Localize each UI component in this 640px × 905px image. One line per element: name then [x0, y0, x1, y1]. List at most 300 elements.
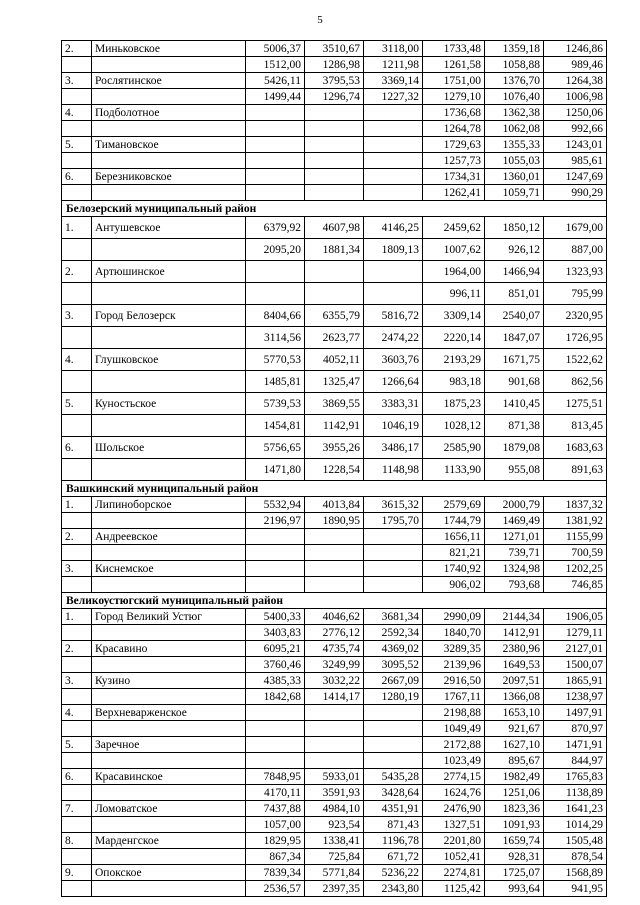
value-cell: 5426,11: [246, 73, 305, 89]
value-cell: 2476,90: [423, 801, 485, 817]
settlement-row: [62, 513, 607, 529]
settlement-row: [62, 673, 607, 689]
settlement-row: [62, 801, 607, 817]
value-cell: 1879,08: [485, 437, 544, 459]
value-cell: 7839,34: [246, 865, 305, 881]
settlement-name: Куностьское: [92, 393, 246, 415]
value-cell: 3289,35: [423, 641, 485, 657]
value-cell: 739,71: [485, 545, 544, 561]
settlement-name: Шольское: [92, 437, 246, 459]
value-cell: 1471,80: [246, 459, 305, 481]
page-number: 5: [317, 14, 323, 26]
value-cell: [305, 169, 364, 185]
settlement-row: [62, 625, 607, 641]
value-cell: 2990,09: [423, 609, 485, 625]
value-cell: 1133,90: [423, 459, 485, 481]
settlement-name: Город Белозерск: [92, 305, 246, 327]
settlement-index: 1.: [62, 497, 92, 513]
district-name: Белозерский муниципальный район: [62, 201, 607, 217]
value-cell: [364, 705, 423, 721]
value-cell: 1261,58: [423, 57, 485, 73]
value-cell: 1247,69: [544, 169, 607, 185]
settlement-name: [92, 57, 246, 73]
value-cell: 1568,89: [544, 865, 607, 881]
value-cell: 985,61: [544, 153, 607, 169]
value-cell: 955,08: [485, 459, 544, 481]
value-cell: [305, 737, 364, 753]
settlement-row: [62, 305, 607, 327]
settlement-index: [62, 185, 92, 201]
value-cell: 1522,62: [544, 349, 607, 371]
value-cell: 2667,09: [364, 673, 423, 689]
value-cell: 1499,44: [246, 89, 305, 105]
settlement-row: [62, 393, 607, 415]
value-cell: 1850,12: [485, 217, 544, 239]
value-cell: 1142,91: [305, 415, 364, 437]
settlement-index: [62, 817, 92, 833]
value-cell: 1264,38: [544, 73, 607, 89]
value-cell: 1323,93: [544, 261, 607, 283]
settlement-name: Марденгское: [92, 833, 246, 849]
settlement-row: [62, 769, 607, 785]
value-cell: [246, 153, 305, 169]
value-cell: 7437,88: [246, 801, 305, 817]
value-cell: 1052,41: [423, 849, 485, 865]
value-cell: 2198,88: [423, 705, 485, 721]
value-cell: 2623,77: [305, 327, 364, 349]
value-cell: [246, 261, 305, 283]
value-cell: [246, 121, 305, 137]
settlement-name: Город Великий Устюг: [92, 609, 246, 625]
settlement-index: 4.: [62, 705, 92, 721]
value-cell: 4607,98: [305, 217, 364, 239]
value-cell: 821,21: [423, 545, 485, 561]
settlement-index: [62, 57, 92, 73]
settlement-row: [62, 849, 607, 865]
value-cell: 895,67: [485, 753, 544, 769]
value-cell: 1014,29: [544, 817, 607, 833]
value-cell: 1338,41: [305, 833, 364, 849]
settlement-row: [62, 817, 607, 833]
district-header-row: [62, 593, 607, 609]
value-cell: 2000,79: [485, 497, 544, 513]
value-cell: 1653,10: [485, 705, 544, 721]
value-cell: 1049,49: [423, 721, 485, 737]
settlement-index: 4.: [62, 105, 92, 121]
value-cell: 2776,12: [305, 625, 364, 641]
settlement-index: 6.: [62, 769, 92, 785]
value-cell: 851,01: [485, 283, 544, 305]
settlement-index: 3.: [62, 305, 92, 327]
value-cell: [364, 169, 423, 185]
value-cell: 4984,10: [305, 801, 364, 817]
value-cell: 1366,08: [485, 689, 544, 705]
value-cell: [364, 737, 423, 753]
settlement-row: [62, 865, 607, 881]
value-cell: 1734,31: [423, 169, 485, 185]
value-cell: 2274,81: [423, 865, 485, 881]
settlement-row: [62, 497, 607, 513]
value-cell: [305, 261, 364, 283]
value-cell: 1847,07: [485, 327, 544, 349]
value-cell: 795,99: [544, 283, 607, 305]
settlement-row: [62, 459, 607, 481]
value-cell: 3591,93: [305, 785, 364, 801]
value-cell: 5770,53: [246, 349, 305, 371]
value-cell: 1410,45: [485, 393, 544, 415]
settlement-name: Кузино: [92, 673, 246, 689]
settlement-row: [62, 705, 607, 721]
value-cell: 1823,36: [485, 801, 544, 817]
settlement-row: [62, 415, 607, 437]
value-cell: 1007,62: [423, 239, 485, 261]
value-cell: 1155,99: [544, 529, 607, 545]
value-cell: 921,67: [485, 721, 544, 737]
value-cell: 1865,91: [544, 673, 607, 689]
settlement-index: [62, 283, 92, 305]
value-cell: 3795,53: [305, 73, 364, 89]
settlement-row: [62, 689, 607, 705]
settlement-row: [62, 641, 607, 657]
value-cell: 3603,76: [364, 349, 423, 371]
value-cell: 1729,63: [423, 137, 485, 153]
settlement-row: [62, 349, 607, 371]
value-cell: 2193,29: [423, 349, 485, 371]
settlement-index: 6.: [62, 169, 92, 185]
value-cell: 1057,00: [246, 817, 305, 833]
value-cell: 901,68: [485, 371, 544, 393]
value-cell: 3369,14: [364, 73, 423, 89]
district-name: Вашкинский муниципальный район: [62, 481, 607, 497]
value-cell: 1767,11: [423, 689, 485, 705]
settlement-name: Заречное: [92, 737, 246, 753]
value-cell: 3869,55: [305, 393, 364, 415]
value-cell: 5435,28: [364, 769, 423, 785]
value-cell: 5739,53: [246, 393, 305, 415]
value-cell: 1091,93: [485, 817, 544, 833]
settlement-name: [92, 121, 246, 137]
value-cell: [246, 561, 305, 577]
value-cell: 2459,62: [423, 217, 485, 239]
value-cell: 2592,34: [364, 625, 423, 641]
settlement-name: Глушковское: [92, 349, 246, 371]
value-cell: [364, 561, 423, 577]
district-header-row: [62, 481, 607, 497]
settlement-index: 3.: [62, 73, 92, 89]
value-cell: [305, 121, 364, 137]
value-cell: 870,97: [544, 721, 607, 737]
settlement-row: [62, 41, 607, 57]
value-cell: 2916,50: [423, 673, 485, 689]
value-cell: 1454,81: [246, 415, 305, 437]
settlement-index: 5.: [62, 393, 92, 415]
value-cell: [364, 529, 423, 545]
district-name: Великоустюгский муниципальный район: [62, 593, 607, 609]
value-cell: 3249,99: [305, 657, 364, 673]
settlement-index: [62, 545, 92, 561]
value-cell: 5933,01: [305, 769, 364, 785]
settlement-name: [92, 327, 246, 349]
settlement-index: 3.: [62, 561, 92, 577]
settlement-index: [62, 577, 92, 593]
settlement-row: [62, 73, 607, 89]
settlement-index: [62, 785, 92, 801]
settlement-row: [62, 577, 607, 593]
value-cell: 1279,10: [423, 89, 485, 105]
settlement-index: 2.: [62, 41, 92, 57]
value-cell: 1138,89: [544, 785, 607, 801]
value-cell: 1656,11: [423, 529, 485, 545]
settlement-name: Липиноборское: [92, 497, 246, 513]
value-cell: 1809,13: [364, 239, 423, 261]
value-cell: 2196,97: [246, 513, 305, 529]
settlement-name: [92, 371, 246, 393]
value-cell: [246, 737, 305, 753]
settlement-name: [92, 283, 246, 305]
settlement-row: [62, 737, 607, 753]
value-cell: 671,72: [364, 849, 423, 865]
value-cell: 1649,53: [485, 657, 544, 673]
settlement-index: [62, 371, 92, 393]
value-cell: 1058,88: [485, 57, 544, 73]
value-cell: 4146,25: [364, 217, 423, 239]
value-cell: 1296,74: [305, 89, 364, 105]
settlement-index: [62, 881, 92, 897]
value-cell: 926,12: [485, 239, 544, 261]
settlement-name: Рослятинское: [92, 73, 246, 89]
value-cell: 1046,19: [364, 415, 423, 437]
settlement-row: [62, 283, 607, 305]
value-cell: [305, 185, 364, 201]
value-cell: 1280,19: [364, 689, 423, 705]
value-cell: 1964,00: [423, 261, 485, 283]
value-cell: 906,02: [423, 577, 485, 593]
settlement-index: 9.: [62, 865, 92, 881]
value-cell: [246, 529, 305, 545]
value-cell: [364, 577, 423, 593]
settlement-row: [62, 169, 607, 185]
value-cell: 862,56: [544, 371, 607, 393]
settlement-name: Подболотное: [92, 105, 246, 121]
settlement-index: 1.: [62, 609, 92, 625]
settlement-index: 6.: [62, 437, 92, 459]
value-cell: 844,97: [544, 753, 607, 769]
value-cell: 1327,51: [423, 817, 485, 833]
settlement-name: Верхневарженское: [92, 705, 246, 721]
value-cell: 1906,05: [544, 609, 607, 625]
value-cell: 3615,32: [364, 497, 423, 513]
value-cell: 990,29: [544, 185, 607, 201]
value-cell: 2201,80: [423, 833, 485, 849]
value-cell: [364, 545, 423, 561]
settlement-name: [92, 881, 246, 897]
value-cell: 3309,14: [423, 305, 485, 327]
value-cell: 1641,23: [544, 801, 607, 817]
value-cell: 941,95: [544, 881, 607, 897]
value-cell: 4351,91: [364, 801, 423, 817]
value-cell: [305, 153, 364, 169]
settlement-name: Миньковское: [92, 41, 246, 57]
value-cell: 1890,95: [305, 513, 364, 529]
value-cell: 1744,79: [423, 513, 485, 529]
settlement-index: [62, 121, 92, 137]
value-cell: 1726,95: [544, 327, 607, 349]
value-cell: 5006,37: [246, 41, 305, 57]
value-cell: 3383,31: [364, 393, 423, 415]
value-cell: 2474,22: [364, 327, 423, 349]
value-cell: [305, 753, 364, 769]
value-cell: 1243,01: [544, 137, 607, 153]
value-cell: 1148,98: [364, 459, 423, 481]
value-cell: 1497,91: [544, 705, 607, 721]
value-cell: 1324,98: [485, 561, 544, 577]
value-cell: 1028,12: [423, 415, 485, 437]
value-cell: 989,46: [544, 57, 607, 73]
value-cell: 6379,92: [246, 217, 305, 239]
settlement-index: 2.: [62, 261, 92, 283]
value-cell: 1659,74: [485, 833, 544, 849]
settlement-row: [62, 327, 607, 349]
value-cell: 3760,46: [246, 657, 305, 673]
settlement-name: [92, 513, 246, 529]
settlement-name: [92, 153, 246, 169]
value-cell: 867,34: [246, 849, 305, 865]
value-cell: [305, 137, 364, 153]
settlement-row: [62, 561, 607, 577]
value-cell: 4369,02: [364, 641, 423, 657]
value-cell: 1500,07: [544, 657, 607, 673]
value-cell: 1795,70: [364, 513, 423, 529]
value-cell: [305, 283, 364, 305]
value-cell: 2095,20: [246, 239, 305, 261]
value-cell: 1275,51: [544, 393, 607, 415]
value-cell: [246, 137, 305, 153]
value-cell: 871,43: [364, 817, 423, 833]
value-cell: 700,59: [544, 545, 607, 561]
settlement-name: Красавинское: [92, 769, 246, 785]
value-cell: 1355,33: [485, 137, 544, 153]
value-cell: 5532,94: [246, 497, 305, 513]
settlement-name: [92, 625, 246, 641]
value-cell: 1982,49: [485, 769, 544, 785]
value-cell: 1202,25: [544, 561, 607, 577]
settlement-row: [62, 89, 607, 105]
value-cell: [246, 185, 305, 201]
value-cell: 1279,11: [544, 625, 607, 641]
value-cell: 1412,91: [485, 625, 544, 641]
settlement-index: [62, 657, 92, 673]
value-cell: 1196,78: [364, 833, 423, 849]
value-cell: [305, 529, 364, 545]
settlement-index: [62, 625, 92, 641]
value-cell: 4170,11: [246, 785, 305, 801]
value-cell: 1359,18: [485, 41, 544, 57]
value-cell: 3095,52: [364, 657, 423, 673]
value-cell: 5771,84: [305, 865, 364, 881]
value-cell: 1842,68: [246, 689, 305, 705]
value-cell: 2380,96: [485, 641, 544, 657]
value-cell: 1683,63: [544, 437, 607, 459]
value-cell: 3510,67: [305, 41, 364, 57]
value-cell: 993,64: [485, 881, 544, 897]
value-cell: 1414,17: [305, 689, 364, 705]
value-cell: 992,66: [544, 121, 607, 137]
value-cell: 2774,15: [423, 769, 485, 785]
settlement-index: 5.: [62, 137, 92, 153]
value-cell: [246, 169, 305, 185]
value-cell: 1125,42: [423, 881, 485, 897]
value-cell: 2585,90: [423, 437, 485, 459]
value-cell: 1485,81: [246, 371, 305, 393]
value-cell: [364, 137, 423, 153]
value-cell: 4013,84: [305, 497, 364, 513]
settlement-name: Антушевское: [92, 217, 246, 239]
settlement-index: [62, 721, 92, 737]
settlement-row: [62, 239, 607, 261]
settlement-name: [92, 545, 246, 561]
value-cell: 2320,95: [544, 305, 607, 327]
settlement-index: [62, 689, 92, 705]
value-cell: 4385,33: [246, 673, 305, 689]
value-cell: 1736,68: [423, 105, 485, 121]
value-cell: 871,38: [485, 415, 544, 437]
settlement-row: [62, 121, 607, 137]
value-cell: [364, 283, 423, 305]
value-cell: 1246,86: [544, 41, 607, 57]
value-cell: 1059,71: [485, 185, 544, 201]
settlement-name: [92, 817, 246, 833]
settlement-index: [62, 459, 92, 481]
value-cell: 725,84: [305, 849, 364, 865]
value-cell: [364, 105, 423, 121]
value-cell: 3428,64: [364, 785, 423, 801]
value-cell: 1837,32: [544, 497, 607, 513]
value-cell: 2097,51: [485, 673, 544, 689]
settlement-name: [92, 849, 246, 865]
value-cell: 1062,08: [485, 121, 544, 137]
value-cell: 1262,41: [423, 185, 485, 201]
settlement-row: [62, 545, 607, 561]
value-cell: 8404,66: [246, 305, 305, 327]
settlement-row: [62, 881, 607, 897]
value-cell: [246, 283, 305, 305]
value-cell: 7848,95: [246, 769, 305, 785]
settlement-name: [92, 753, 246, 769]
tariff-table: [61, 40, 607, 897]
settlement-name: Ломоватское: [92, 801, 246, 817]
value-cell: 2540,07: [485, 305, 544, 327]
settlement-index: [62, 239, 92, 261]
value-cell: [364, 753, 423, 769]
settlement-index: [62, 753, 92, 769]
value-cell: 3486,17: [364, 437, 423, 459]
value-cell: 5756,65: [246, 437, 305, 459]
value-cell: 1257,73: [423, 153, 485, 169]
settlement-name: [92, 89, 246, 105]
settlement-name: [92, 785, 246, 801]
value-cell: 1325,47: [305, 371, 364, 393]
value-cell: 1829,95: [246, 833, 305, 849]
settlement-row: [62, 105, 607, 121]
settlement-name: [92, 721, 246, 737]
value-cell: 5400,33: [246, 609, 305, 625]
value-cell: 1238,97: [544, 689, 607, 705]
settlement-name: Андреевское: [92, 529, 246, 545]
settlement-row: [62, 753, 607, 769]
value-cell: 1740,92: [423, 561, 485, 577]
settlement-name: [92, 415, 246, 437]
value-cell: 4052,11: [305, 349, 364, 371]
